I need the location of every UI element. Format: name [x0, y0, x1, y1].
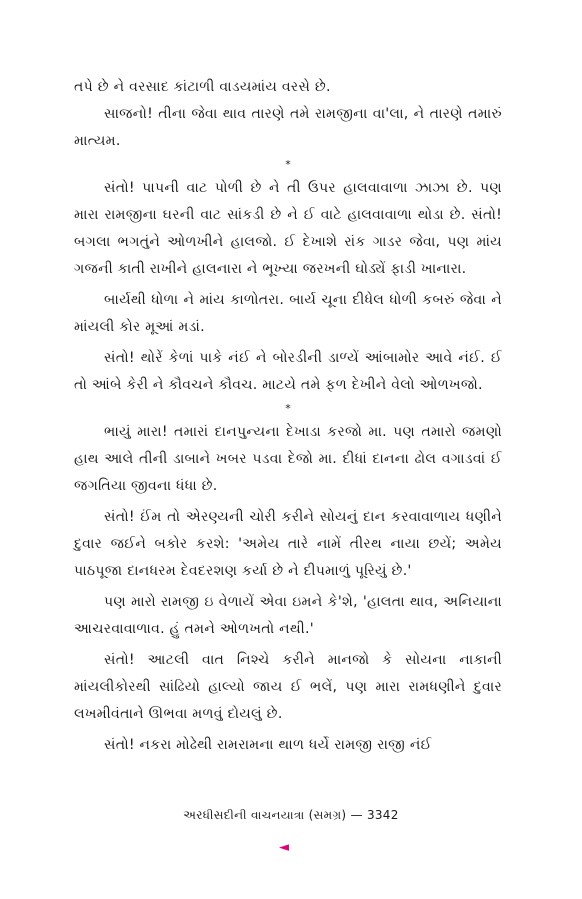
paragraph: સંતો! ઈંમ તો એરણ્યની ચોરી કરીને સોયનું દાન કરવાવાળાય ધણીને દુવાર જઈને બકોર કરશે: 'અમેય તારે નામેં તીરથ નાયા છયેં; અમેય પાઠપૂજા દાનધરમ દેવદરશણ કર્યા છે ને દીપમાળું પૂરિયું છે.': [74, 509, 502, 579]
page-body: [74, 74, 502, 759]
paragraph: પણ મારો રામજી ઇ વેળાયેં એવા ઇમને કે'શે, 'હાલતા થાવ, અનિયાના આચરવાવાળાવ. હું તમને ઓળખતો નથી.': [74, 594, 502, 637]
section-separator: *: [285, 158, 291, 171]
paragraph: બાર્યથી ધોળા ને માંય કાળોતરા. બાર્ય ચૂના દીધેલ ધોળી કબરું જેવા ને માંયલી કોર મૂઆં મડાં.: [74, 292, 502, 335]
previous-page-icon[interactable]: ◄: [279, 840, 289, 855]
paragraph: સંતો! નકરા મોઢેથી રામરામના થાળ ધર્યે રામજી રાજી નંઈ: [104, 737, 432, 753]
paragraph: ભાયું મારા! તમારાં દાનપુન્યના દેખાડા કરજો મા. પણ તમારો જમણો હાથ આલે તીની ડાબાને ખબર પડવા દેજો મા. દીધાં દાનના ઢોલ વગાડવાં ઈ જગતિયા જીવના ધંધા છે.: [74, 424, 502, 494]
paragraph: તપે છે ને વરસાદ કાંટાળી વાડયમાંય વરસે છે.: [74, 79, 331, 95]
paragraph: સંતો! થોરેં કેળાં પાકે નંઈ ને બોરડીની ડાળ્યેં આંબામોર આવે નંઈ. ઈ તો આંબે કેરી ને કૌવચને કૌવચ. માટયે તમે ફળ દેખીને વેલો ઓળખજો.: [74, 350, 502, 393]
paragraph: સંતો! આટલી વાત નિશ્ચે કરીને માનજો કે સોયના નાકાની માંયલીકોરથી સાંઢિયો હાલ્યો જાય ઈ ભલેં, પણ મારા રામધણીને દુવાર લખમીવંતાને ઊભવા મળવું દોયલું છે.: [74, 652, 502, 722]
paragraph: સંતો! પાપની વાટ પોળી છે ને તી ઉપર હાલવાવાળા ઝાઝા છે. પણ મારા રામજીના ઘરની વાટ સાંકડી છે ને ઈ વાટે હાલવાવાળા થોડા છે. સંતો! બગલા ભગતુંને ઓળખીને હાલજો. ઈ દેખાશે રાંક ગાડર જેવા, પણ માંય ગજની કાતી રાખીને હાલનારા ને ભૂખ્યા જરખની ઘોડ્યેં ફાડી ખાનારા.: [74, 180, 502, 277]
page-footer: અરધીસદીની વાચનયાત્રા (સમગ્ર) — 3342: [183, 808, 399, 822]
paragraph: સાજનો! તીના જેવા થાવ તારણે તમે રામજીના વા'લા, ને તારણે તમારું માત્યમ.: [74, 106, 502, 149]
section-separator: *: [285, 402, 291, 415]
